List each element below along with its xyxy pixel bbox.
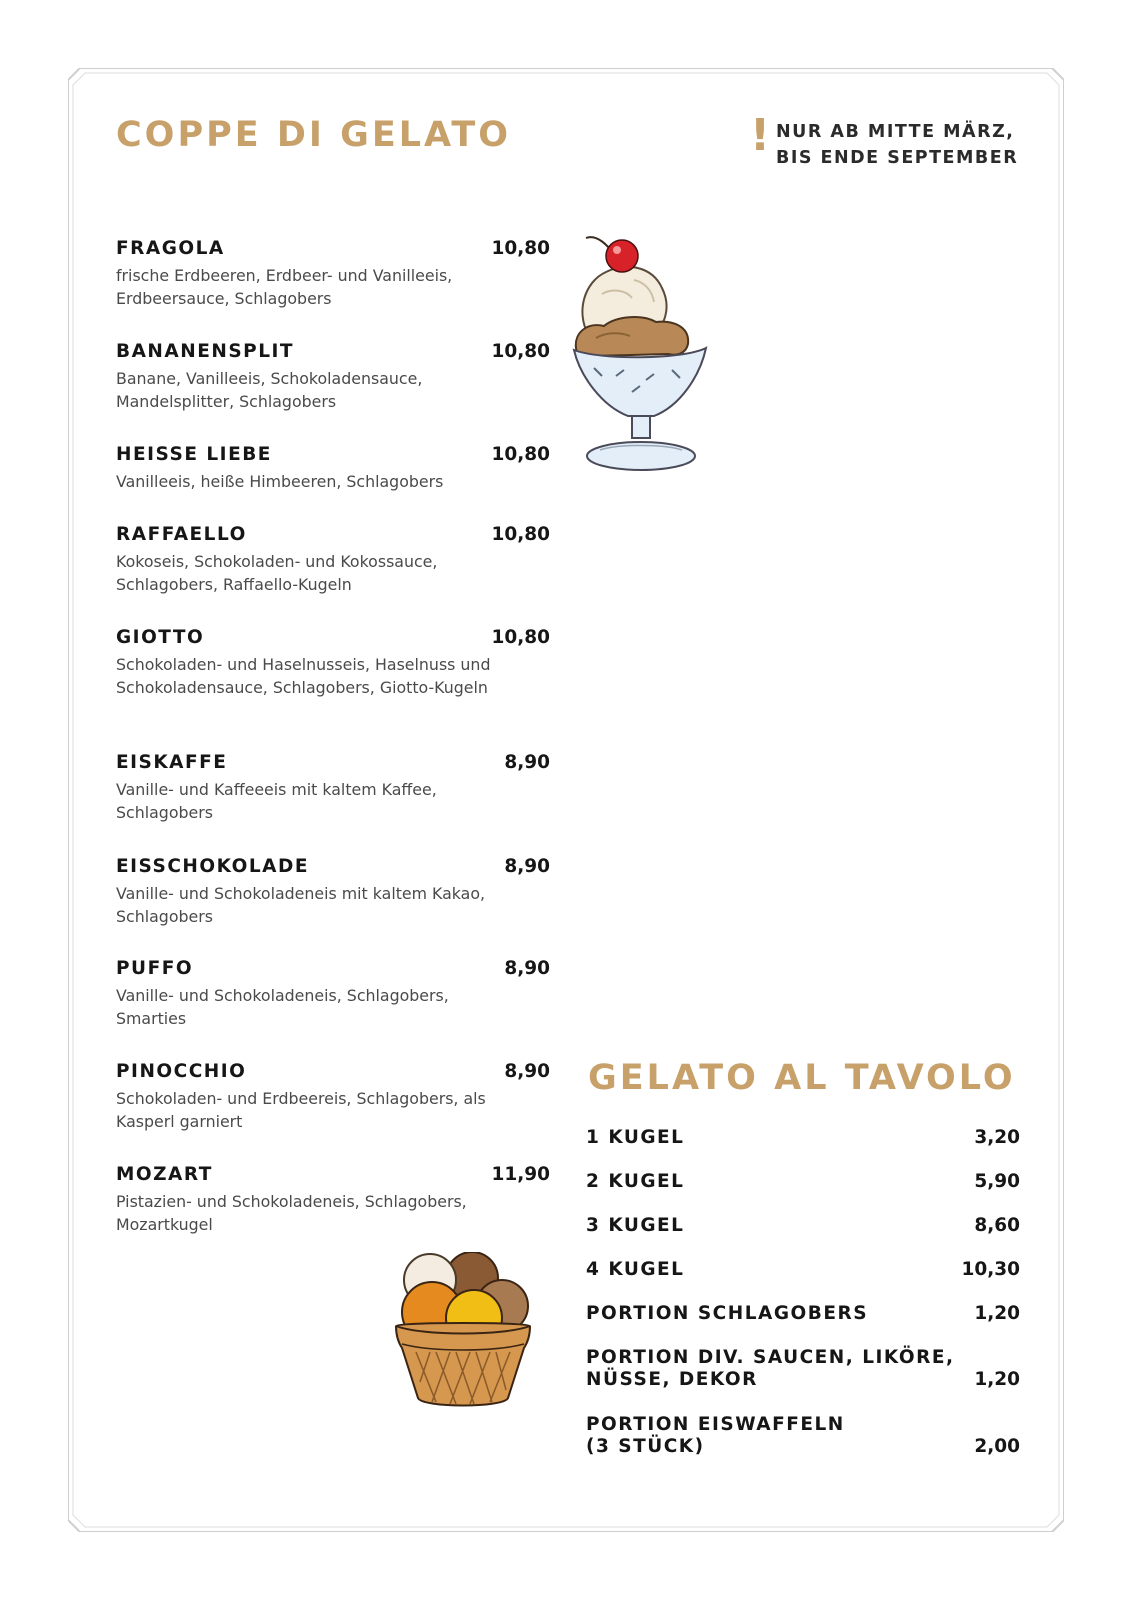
ice-cream-cone-icon <box>392 1252 534 1414</box>
row-name: PORTION SCHLAGOBERS <box>586 1303 869 1324</box>
item-price: 8,90 <box>504 752 550 773</box>
notice-line-2: BIS ENDE SEPTEMBER <box>776 148 1019 168</box>
price-row <box>586 1303 1020 1325</box>
item-price: 8,90 <box>504 958 550 979</box>
item-description: Vanilleeis, heiße Himbeeren, Schlagobers <box>116 472 444 491</box>
row-price: 3,20 <box>974 1127 1020 1148</box>
item-name: GIOTTO <box>116 627 205 648</box>
row-name: 1 KUGEL <box>586 1127 685 1148</box>
item-description: Banane, Vanilleeis, Schokoladensauce, Mandelsplitter, Schlagobers <box>116 369 423 411</box>
row-name: 2 KUGEL <box>586 1171 685 1192</box>
row-price: 1,20 <box>974 1369 1020 1390</box>
exclamation-icon: ! <box>750 110 771 161</box>
row-name: PORTION EISWAFFELN (3 STÜCK) <box>586 1414 845 1457</box>
season-notice <box>750 110 1020 172</box>
item-name: PINOCCHIO <box>116 1061 247 1082</box>
price-row <box>586 1171 1020 1193</box>
item-description: Kokoseis, Schokoladen- und Kokossauce, Schlagobers, Raffaello-Kugeln <box>116 552 438 594</box>
item-price: 10,80 <box>491 627 550 648</box>
price-row <box>586 1127 1020 1149</box>
item-description: Schokoladen- und Erdbeereis, Schlagobers, als Kasperl garniert <box>116 1089 486 1131</box>
row-name: 4 KUGEL <box>586 1259 685 1280</box>
price-row <box>586 1347 1020 1391</box>
item-name: BANANENSPLIT <box>116 341 294 362</box>
item-price: 8,90 <box>504 1061 550 1082</box>
item-price: 11,90 <box>491 1164 550 1185</box>
item-description: Vanille- und Schokoladeneis, Schlagobers, Smarties <box>116 986 449 1028</box>
item-name: RAFFAELLO <box>116 524 247 545</box>
item-price: 10,80 <box>491 341 550 362</box>
item-price: 8,90 <box>504 856 550 877</box>
item-name: EISKAFFE <box>116 752 228 773</box>
item-name: FRAGOLA <box>116 238 225 259</box>
item-description: Vanille- und Schokoladeneis mit kaltem Kakao, Schlagobers <box>116 884 486 926</box>
row-price: 10,30 <box>961 1259 1020 1280</box>
item-price: 10,80 <box>491 238 550 259</box>
item-description: Schokoladen- und Haselnusseis, Haselnuss und Schokoladensauce, Schlagobers, Giotto-Kugeln <box>116 655 491 697</box>
price-row <box>586 1259 1020 1281</box>
ice-cream-sundae-icon <box>572 236 712 486</box>
item-description: Pistazien- und Schokoladeneis, Schlagobers, Mozartkugel <box>116 1192 467 1234</box>
row-price: 8,60 <box>974 1215 1020 1236</box>
item-description: Vanille- und Kaffeeeis mit kaltem Kaffee, Schlagobers <box>116 780 437 822</box>
row-name: 3 KUGEL <box>586 1215 685 1236</box>
row-name: PORTION DIV. SAUCEN, LIKÖRE, NÜSSE, DEKOR <box>586 1347 955 1390</box>
item-name: PUFFO <box>116 958 194 979</box>
section-title-coppe-di-gelato: COPPE DI GELATO <box>116 115 512 155</box>
price-row <box>586 1414 1020 1458</box>
row-price: 2,00 <box>974 1436 1020 1457</box>
row-price: 1,20 <box>974 1303 1020 1324</box>
item-price: 10,80 <box>491 444 550 465</box>
item-name: EISSCHOKOLADE <box>116 856 309 877</box>
price-row <box>586 1215 1020 1237</box>
item-description: frische Erdbeeren, Erdbeer- und Vanilleeis, Erdbeersauce, Schlagobers <box>116 266 453 308</box>
row-price: 5,90 <box>974 1171 1020 1192</box>
item-name: MOZART <box>116 1164 213 1185</box>
section-title-gelato-al-tavolo: GELATO AL TAVOLO <box>588 1058 1016 1098</box>
notice-line-1: NUR AB MITTE MÄRZ, <box>776 122 1015 142</box>
item-name: HEISSE LIEBE <box>116 444 272 465</box>
item-price: 10,80 <box>491 524 550 545</box>
